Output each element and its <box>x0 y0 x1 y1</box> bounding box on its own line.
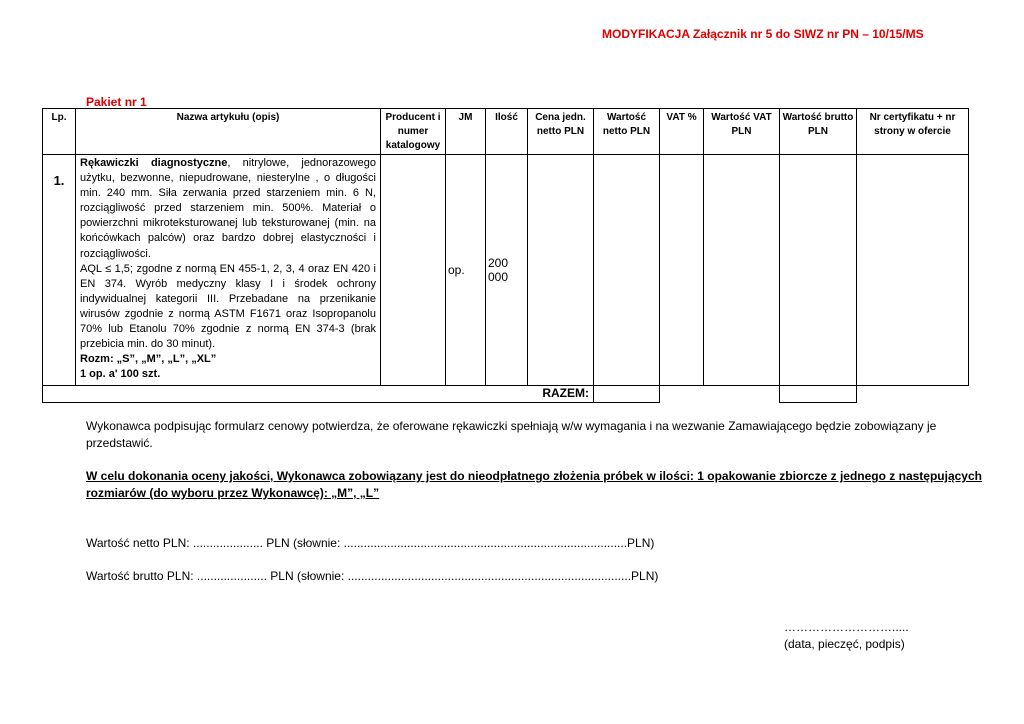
col-header: Nr certyfikatu + nr strony w ofercie <box>857 109 969 155</box>
gross-value-line: Wartość brutto PLN: ..................... PLN (słownie: .....................................................................................PLN) <box>86 569 659 583</box>
col-header: Producent i numer katalogowy <box>381 109 446 155</box>
signature-dots: ………………………..... <box>784 620 909 634</box>
signature-label: (data, pieczęć, podpis) <box>784 637 905 651</box>
producer-cell[interactable] <box>381 155 446 386</box>
col-header: Wartość brutto PLN <box>780 109 857 155</box>
col-header: JM <box>446 109 486 155</box>
document-header: MODYFIKACJA Załącznik nr 5 do SIWZ nr PN – 10/15/MS <box>602 27 924 41</box>
quantity-cell: 200 000 <box>486 155 528 386</box>
col-header: Wartość VAT PLN <box>704 109 780 155</box>
confirmation-paragraph: Wykonawca podpisując formularz cenowy potwierdza, że oferowane rękawiczki spełniają w/w wymagania i na wezwanie Zamawiającego będzie zobowiązany je przedstawić. <box>86 419 937 450</box>
price-table <box>42 108 969 403</box>
sample-paragraph: W celu dokonania oceny jakości, Wykonawca zobowiązany jest do nieodpłatnego złożenia próbek w ilości: 1 opakowanie zbiorcze z jednego z następujących rozmiarów (do wyboru przez Wykonawcę): „M”, „L” <box>86 469 982 500</box>
col-header: VAT % <box>660 109 704 155</box>
item-desc-part2: AQL ≤ 1,5; zgodne z normą EN 455-1, 2, 3, 4 oraz EN 420 i EN 374. Wyrób medyczny klasy I i środek ochrony indywidualnej kategorii III. Przebadane na przenikanie wirusów zgodnie z normą ASTM F1671 oraz Isopropanolu 70% lub Etanolu 70% zgodnie z normą EN 374-3 (brak przebicia min. do 30 minut). <box>80 262 376 351</box>
col-header: Lp. <box>43 109 76 155</box>
unit-price-cell[interactable] <box>528 155 594 386</box>
item-desc-part1: , nitrylowe, jednorazowego użytku, bezwonne, niepudrowane, niesterylne , o długości min. 240 mm. Siła zerwania przed starzeniem min. 6 N, rozciągliwość przed starzeniem min. 500%. Materiał o powierzchni mikroteksturowanej lub teksturowanej (min. na końcówkach palców) oraz bardzo dobrej elastyczności i rozciągliwości. <box>80 157 376 260</box>
col-header: Cena jedn. netto PLN <box>528 109 594 155</box>
item-description <box>76 155 381 386</box>
net-value-cell[interactable] <box>594 155 660 386</box>
col-header: Nazwa artykułu (opis) <box>76 109 381 155</box>
total-gross-cell[interactable] <box>780 386 857 403</box>
package-label: Pakiet nr 1 <box>86 95 147 109</box>
unit-cell: op. <box>446 155 486 386</box>
total-net-cell[interactable] <box>594 386 660 403</box>
total-row <box>43 386 969 403</box>
table-row <box>43 155 969 386</box>
gross-value-cell[interactable] <box>780 155 857 386</box>
certificate-cell[interactable] <box>857 155 969 386</box>
table-header-row <box>43 109 969 155</box>
vat-rate-cell[interactable] <box>660 155 704 386</box>
item-name: Rękawiczki diagnostyczne <box>80 157 228 169</box>
vat-value-cell[interactable] <box>704 155 780 386</box>
col-header: Ilość <box>486 109 528 155</box>
row-number: 1. <box>43 155 76 386</box>
item-sizes: Rozm: „S”, „M”, „L”, „XL” <box>80 353 217 366</box>
total-label: RAZEM: <box>43 386 594 403</box>
net-value-line: Wartość netto PLN: ..................... PLN (słownie: .....................................................................................PLN) <box>86 536 655 550</box>
item-pack: 1 op. a' 100 szt. <box>80 368 161 381</box>
col-header: Wartość netto PLN <box>594 109 660 155</box>
